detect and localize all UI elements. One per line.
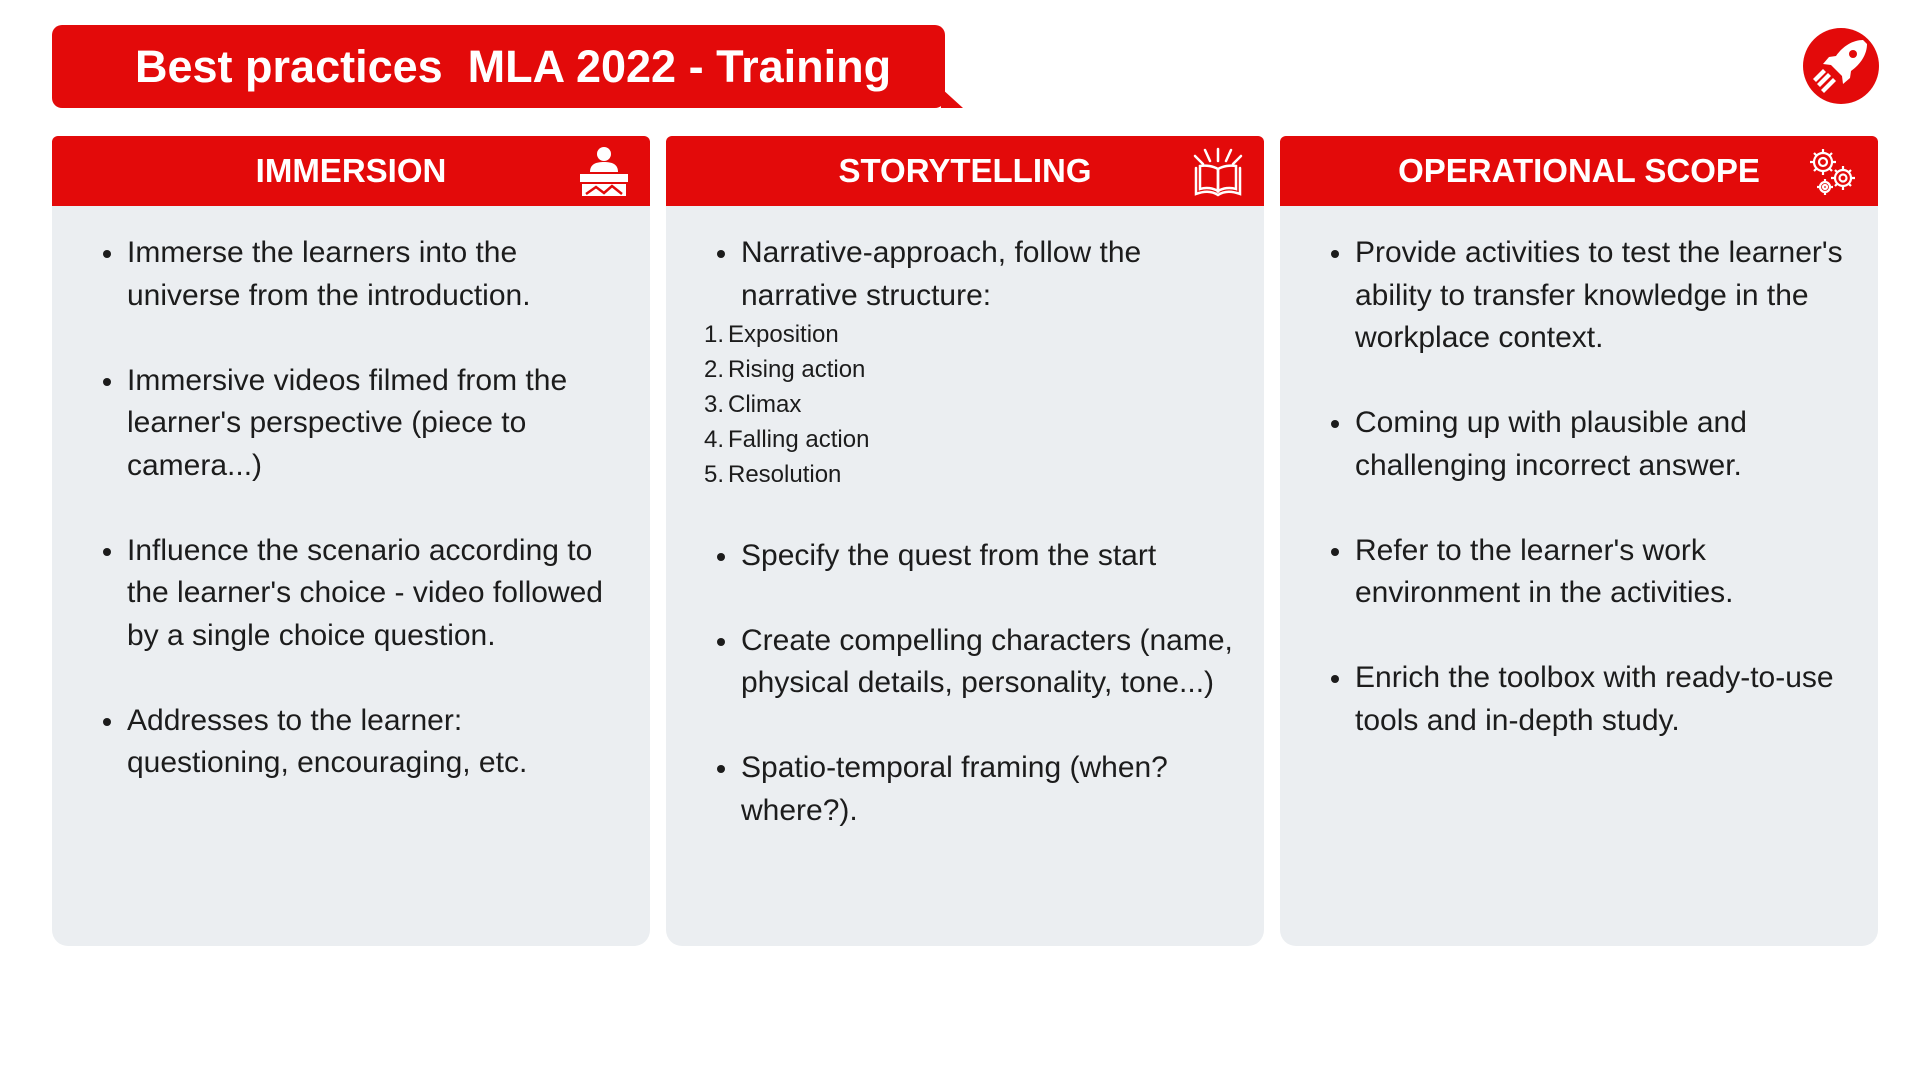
title-banner bbox=[52, 25, 945, 108]
bullet-item: Provide activities to test the learner's ability to transfer knowledge in the workplace context. bbox=[1355, 232, 1856, 360]
column-title: IMMERSION bbox=[255, 152, 447, 189]
bullet-item: Narrative-approach, follow the narrative structure: bbox=[741, 232, 1242, 317]
list-item: 5. Resolution bbox=[704, 461, 842, 488]
bullet-item: Influence the scenario according to the learner's choice - video followed by a single choice question. bbox=[127, 530, 628, 658]
column-header bbox=[1280, 136, 1878, 206]
bullet-item: Immersive videos filmed from the learner's perspective (piece to camera...) bbox=[127, 360, 628, 488]
column-body bbox=[666, 206, 1264, 946]
column-body bbox=[52, 206, 650, 946]
bullet-item: Specify the quest from the start bbox=[741, 535, 1242, 578]
list-item: 1. Exposition bbox=[704, 321, 839, 348]
bullet-list bbox=[1355, 232, 1856, 742]
rocket-icon bbox=[1801, 26, 1881, 106]
column-title: STORYTELLING bbox=[838, 152, 1092, 189]
bullet-item: Refer to the learner's work environment in the activities. bbox=[1355, 530, 1856, 615]
bullet-item: Create compelling characters (name, physical details, personality, tone...) bbox=[741, 620, 1242, 705]
list-item: 3. Climax bbox=[704, 391, 802, 418]
title-banner-tail bbox=[941, 88, 963, 108]
column-title: OPERATIONAL SCOPE bbox=[1398, 152, 1760, 189]
bullet-list bbox=[741, 535, 1242, 833]
column-header bbox=[52, 136, 650, 206]
bullet-list bbox=[127, 232, 628, 785]
bullet-item: Coming up with plausible and challenging incorrect answer. bbox=[1355, 402, 1856, 487]
bullet-item: Enrich the toolbox with ready-to-use tools and in-depth study. bbox=[1355, 657, 1856, 742]
page-title: Best practices MLA 2022 - Training bbox=[135, 41, 892, 92]
column-storytelling bbox=[666, 136, 1264, 946]
list-item: 4. Falling action bbox=[704, 426, 870, 453]
bullet-item: Spatio-temporal framing (when? where?). bbox=[741, 747, 1242, 832]
bullet-list bbox=[741, 232, 1242, 317]
gears-icon bbox=[1804, 144, 1860, 200]
open-book-icon bbox=[1190, 144, 1246, 200]
column-immersion bbox=[52, 136, 650, 946]
bullet-item: Immerse the learners into the universe from the introduction. bbox=[127, 232, 628, 317]
bullet-item: Addresses to the learner: questioning, encouraging, etc. bbox=[127, 700, 628, 785]
list-item: 2. Rising action bbox=[704, 356, 866, 383]
immersive-learner-icon bbox=[576, 144, 632, 200]
narrative-structure-list bbox=[704, 317, 1242, 492]
column-operational-scope bbox=[1280, 136, 1878, 946]
column-header bbox=[666, 136, 1264, 206]
column-body bbox=[1280, 206, 1878, 946]
